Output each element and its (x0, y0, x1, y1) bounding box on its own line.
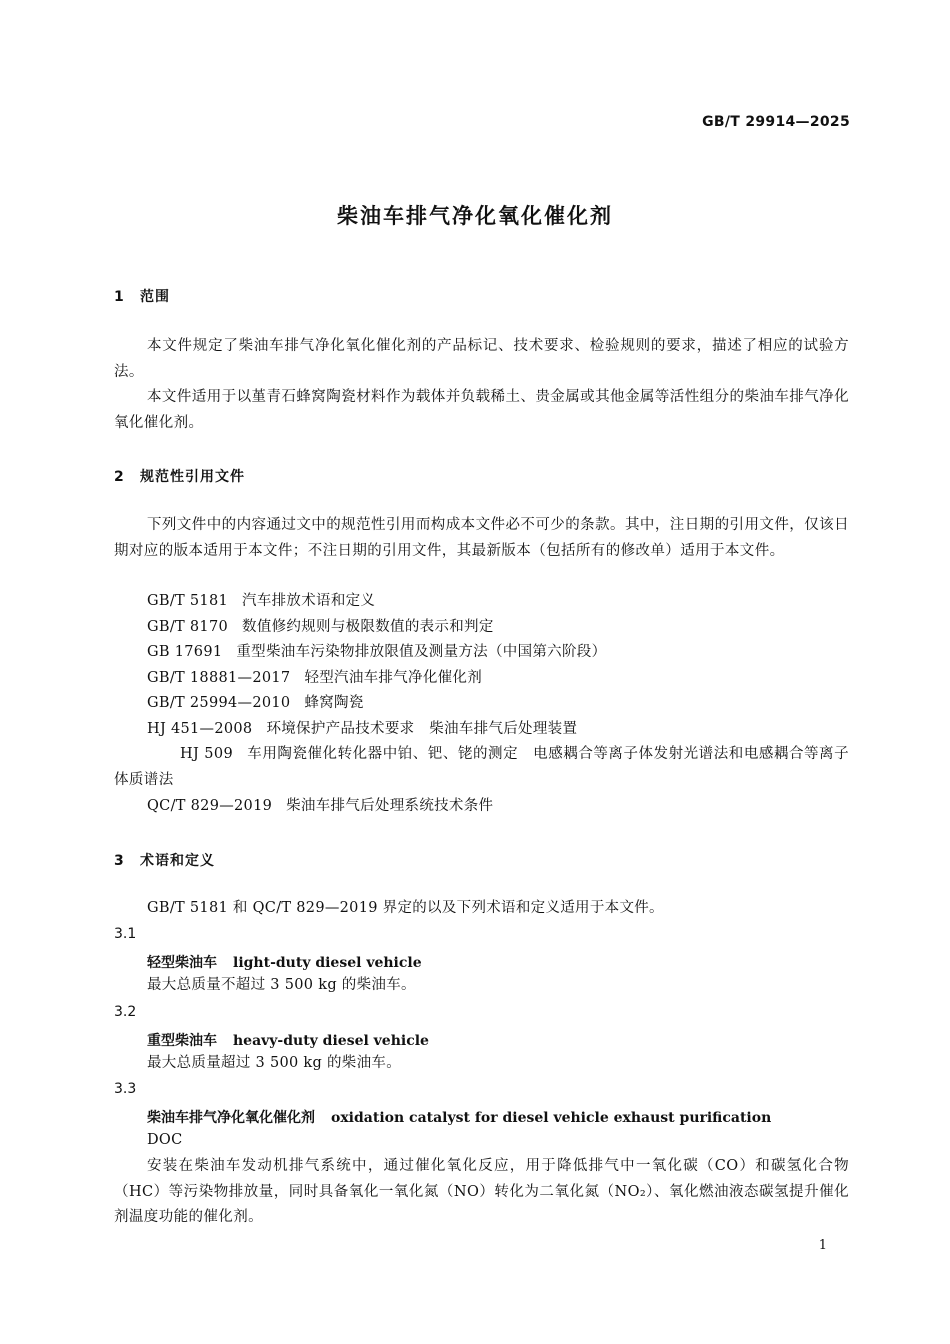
reference-title: 车用陶瓷催化转化器中铂、钯、铑的测定 电感耦合等离子体发射光谱法和电感耦合等离子体质谱法 (114, 746, 849, 788)
term-en: heavy-duty diesel vehicle (233, 1033, 429, 1049)
term-en: light-duty diesel vehicle (233, 955, 422, 971)
section-1-heading (114, 286, 170, 306)
reference-code: GB/T 8170 (147, 619, 229, 635)
paragraph: 本文件适用于以堇青石蜂窝陶瓷材料作为载体并负载稀土、贵金属或其他金属等活性组分的柴油车排气净化氧化催化剂。 (114, 389, 849, 431)
reference-title: 柴油车排气后处理系统技术条件 (286, 798, 494, 814)
standard-code: GB/T 29914—2025 (702, 114, 850, 130)
section-title: 规范性引用文件 (140, 469, 245, 485)
reference-title: 数值修约规则与极限数值的表示和判定 (242, 619, 494, 635)
reference-entry (147, 794, 493, 819)
term-number: 3.2 (114, 1004, 137, 1020)
term-number: 3.1 (114, 926, 137, 942)
section-2-heading (114, 466, 245, 486)
page-number: 1 (818, 1238, 827, 1253)
term-abbreviation: DOC (147, 1132, 183, 1148)
reference-title: 汽车排放术语和定义 (242, 593, 376, 609)
document-title: 柴油车排气净化氧化催化剂 (337, 204, 613, 228)
reference-entry (147, 717, 577, 742)
term-zh: 轻型柴油车 (147, 955, 217, 971)
section-title: 术语和定义 (140, 853, 215, 869)
reference-title: 重型柴油车污染物排放限值及测量方法（中国第六阶段） (236, 644, 607, 660)
term-zh: 柴油车排气净化氧化催化剂 (147, 1110, 315, 1126)
reference-entry (147, 640, 606, 665)
reference-code: GB/T 18881—2017 (147, 670, 291, 686)
reference-code: GB 17691 (147, 644, 223, 660)
section-number: 2 (114, 469, 125, 485)
term-definition: 最大总质量超过 3 500 kg 的柴油车。 (147, 1055, 402, 1071)
reference-entry (147, 615, 494, 640)
section-number: 1 (114, 289, 125, 305)
term-zh: 重型柴油车 (147, 1033, 217, 1049)
section-number: 3 (114, 853, 125, 869)
reference-code: HJ 509 (180, 746, 234, 762)
term-name (147, 1107, 771, 1127)
reference-entry (114, 742, 849, 793)
term-number: 3.3 (114, 1081, 137, 1097)
reference-entry (147, 589, 375, 614)
paragraph: GB/T 5181 和 QC/T 829—2019 界定的以及下列术语和定义适用于本文件。 (147, 900, 664, 916)
reference-code: GB/T 5181 (147, 593, 229, 609)
reference-code: HJ 451—2008 (147, 721, 253, 737)
reference-entry (147, 666, 482, 691)
reference-title: 蜂窝陶瓷 (304, 695, 364, 711)
reference-entry (147, 691, 364, 716)
term-name (147, 1030, 429, 1050)
term-definition: 安装在柴油车发动机排气系统中，通过催化氧化反应，用于降低排气中一氧化碳（CO）和碳氢化合物（HC）等污染物排放量，同时具备氧化一氧化氮（NO）转化为二氧化氮（NO₂）、氧化燃油液态碳氢提升催化剂温度功能的催化剂。 (114, 1158, 849, 1225)
term-en: oxidation catalyst for diesel vehicle exhaust purification (331, 1110, 772, 1126)
reference-code: GB/T 25994—2010 (147, 695, 291, 711)
paragraph: 下列文件中的内容通过文中的规范性引用而构成本文件必不可少的条款。其中，注日期的引用文件，仅该日期对应的版本适用于本文件；不注日期的引用文件，其最新版本（包括所有的修改单）适用于本文件。 (114, 517, 849, 559)
term-definition: 最大总质量不超过 3 500 kg 的柴油车。 (147, 977, 416, 993)
term-name (147, 952, 422, 972)
section-3-heading (114, 850, 215, 870)
reference-title: 轻型汽油车排气净化催化剂 (304, 670, 483, 686)
reference-code: QC/T 829—2019 (147, 798, 273, 814)
reference-title: 环境保护产品技术要求 柴油车排气后处理装置 (266, 721, 578, 737)
paragraph: 本文件规定了柴油车排气净化氧化催化剂的产品标记、技术要求、检验规则的要求，描述了相应的试验方法。 (114, 338, 849, 380)
section-title: 范围 (140, 289, 170, 305)
